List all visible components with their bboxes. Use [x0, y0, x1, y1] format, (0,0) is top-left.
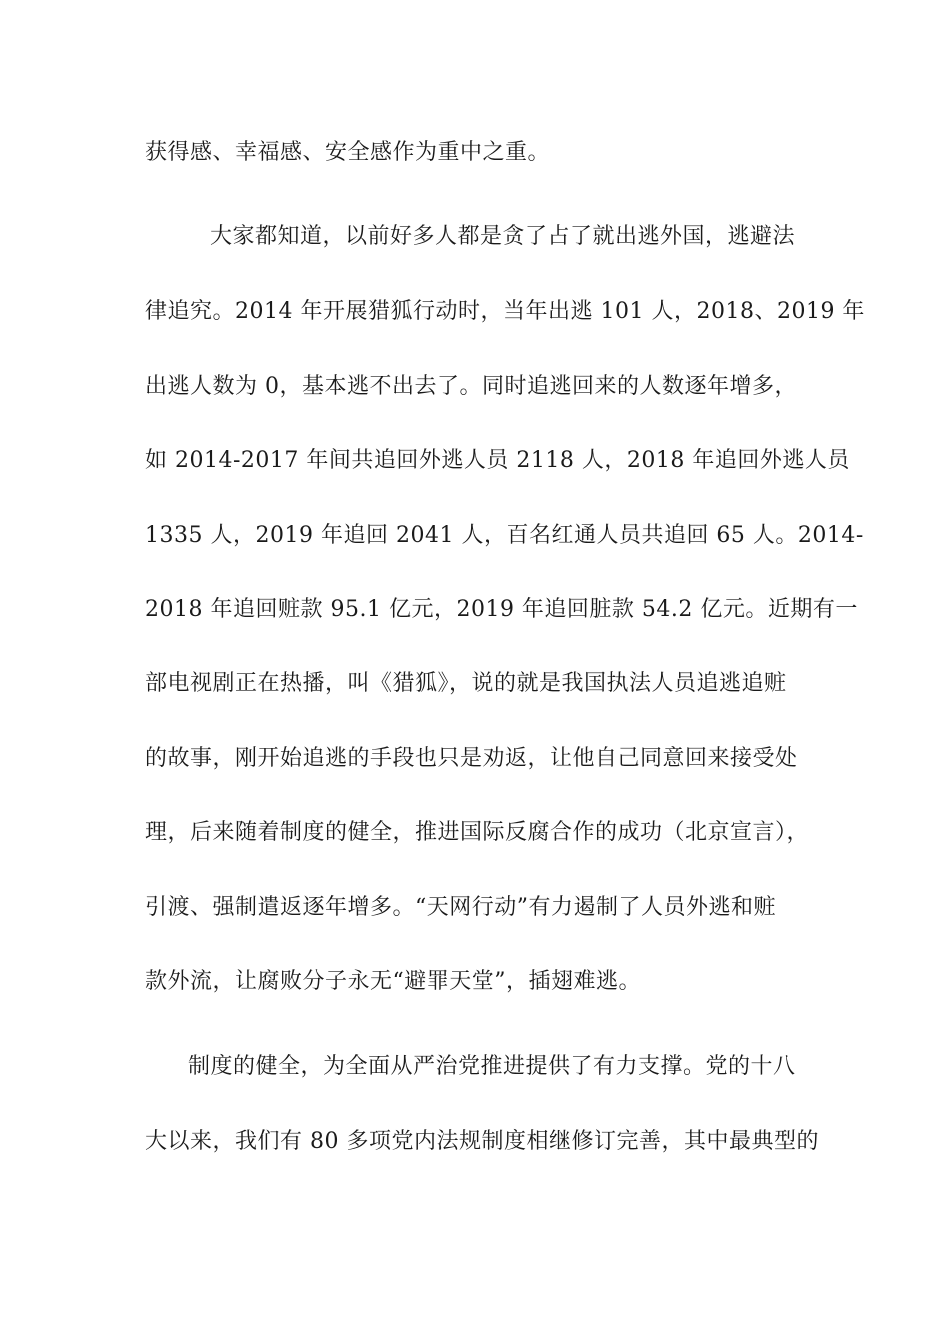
text-line-1: 获得感、幸福感、安全感作为重中之重。: [145, 140, 551, 165]
text-line-7: 2018 年追回赃款 95.1 亿元，2019 年追回脏款 54.2 亿元。近期有一: [145, 597, 858, 622]
text-line-2: 大家都知道，以前好多人都是贪了占了就出逃外国，逃避法: [210, 224, 796, 249]
text-line-5: 如 2014-2017 年间共追回外逃人员 2118 人，2018 年追回外逃人员: [145, 448, 850, 473]
text-line-4: 出逃人数为 0，基本逃不出去了。同时追逃回来的人数逐年增多，: [145, 374, 797, 399]
text-line-13: 制度的健全，为全面从严治党推进提供了有力支撑。党的十八: [188, 1054, 796, 1079]
text-line-3: 律追究。2014 年开展猎狐行动时，当年出逃 101 人，2018、2019 年: [145, 299, 865, 324]
text-line-8: 部电视剧正在热播，叫《猎狐》，说的就是我国执法人员追逃追赃: [145, 671, 787, 696]
text-line-11: 引渡、强制遣返逐年增多。“天网行动”有力遏制了人员外逃和赃: [145, 895, 776, 920]
text-line-14: 大以来，我们有 80 多项党内法规制度相继修订完善，其中最典型的: [145, 1129, 819, 1154]
text-line-12: 款外流，让腐败分子永无“避罪天堂”，插翅难逃。: [145, 969, 641, 994]
text-line-6: 1335 人，2019 年追回 2041 人，百名红通人员共追回 65 人。2014-: [145, 523, 864, 548]
text-line-9: 的故事，刚开始追逃的手段也只是劝返，让他自己同意回来接受处: [145, 746, 798, 771]
text-line-10: 理，后来随着制度的健全，推进国际反腐合作的成功（北京宣言），: [145, 820, 810, 845]
